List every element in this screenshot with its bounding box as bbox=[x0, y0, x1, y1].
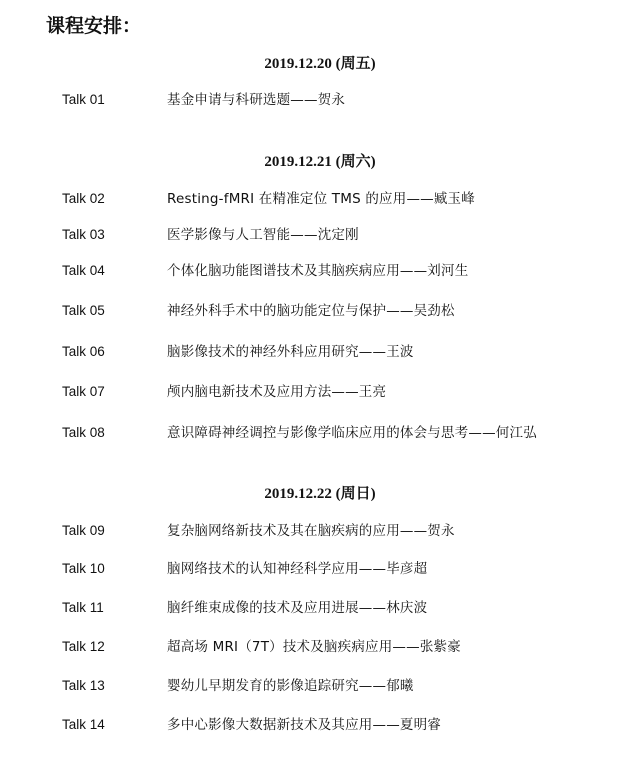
talk-row bbox=[0, 521, 640, 541]
talk-title: 脑网络技术的认知神经科学应用——毕彦超 bbox=[167, 561, 428, 577]
talk-id: Talk 02 bbox=[62, 191, 105, 206]
talk-row bbox=[0, 301, 640, 321]
talk-title: 基金申请与科研选题——贺永 bbox=[167, 92, 346, 108]
talk-id: Talk 01 bbox=[62, 92, 105, 107]
talk-row bbox=[0, 715, 640, 735]
talk-row bbox=[0, 423, 640, 443]
talk-id: Talk 09 bbox=[62, 523, 105, 538]
talk-id: Talk 10 bbox=[62, 561, 105, 576]
talk-row bbox=[0, 559, 640, 579]
talk-title: 医学影像与人工智能——沈定刚 bbox=[167, 227, 359, 243]
talk-title: 多中心影像大数据新技术及其应用——夏明睿 bbox=[167, 717, 441, 733]
talk-title: 神经外科手术中的脑功能定位与保护——吴劲松 bbox=[167, 303, 455, 319]
day-date: 2019.12.21 (周六) bbox=[264, 154, 376, 170]
talk-row bbox=[0, 382, 640, 402]
talk-id: Talk 08 bbox=[62, 425, 105, 440]
talk-title: 意识障碍神经调控与影像学临床应用的体会与思考——何江弘 bbox=[167, 425, 537, 441]
talk-title: 脑影像技术的神经外科应用研究——王波 bbox=[167, 344, 414, 360]
day-date: 2019.12.22 (周日) bbox=[264, 486, 376, 502]
talk-id: Talk 06 bbox=[62, 344, 105, 359]
talk-id: Talk 11 bbox=[62, 600, 104, 615]
talk-row bbox=[0, 637, 640, 657]
talk-title: 脑纤维束成像的技术及应用进展——林庆波 bbox=[167, 600, 428, 616]
talk-title: Resting-fMRI 在精准定位 TMS 的应用——臧玉峰 bbox=[167, 191, 475, 207]
talk-id: Talk 03 bbox=[62, 227, 105, 242]
talk-id: Talk 07 bbox=[62, 384, 105, 399]
talk-id: Talk 04 bbox=[62, 263, 105, 278]
talk-row bbox=[0, 225, 640, 245]
talk-id: Talk 12 bbox=[62, 639, 105, 654]
talk-id: Talk 05 bbox=[62, 303, 105, 318]
talk-row bbox=[0, 598, 640, 618]
day-date: 2019.12.20 (周五) bbox=[264, 56, 376, 72]
talk-row bbox=[0, 189, 640, 209]
talk-title: 复杂脑网络新技术及其在脑疾病的应用——贺永 bbox=[167, 523, 455, 539]
talk-title: 超高场 MRI（7T）技术及脑疾病应用——张紫豪 bbox=[167, 639, 461, 655]
talk-row bbox=[0, 676, 640, 696]
talk-row bbox=[0, 261, 640, 281]
talk-title: 个体化脑功能图谱技术及其脑疾病应用——刘河生 bbox=[167, 263, 469, 279]
talk-title: 婴幼儿早期发育的影像追踪研究——郁曦 bbox=[167, 678, 414, 694]
talk-title: 颅内脑电新技术及应用方法——王亮 bbox=[167, 384, 387, 400]
talk-id: Talk 13 bbox=[62, 678, 105, 693]
page-heading: 课程安排： bbox=[46, 15, 142, 37]
talk-row bbox=[0, 90, 640, 110]
talk-row bbox=[0, 342, 640, 362]
talk-id: Talk 14 bbox=[62, 717, 105, 732]
